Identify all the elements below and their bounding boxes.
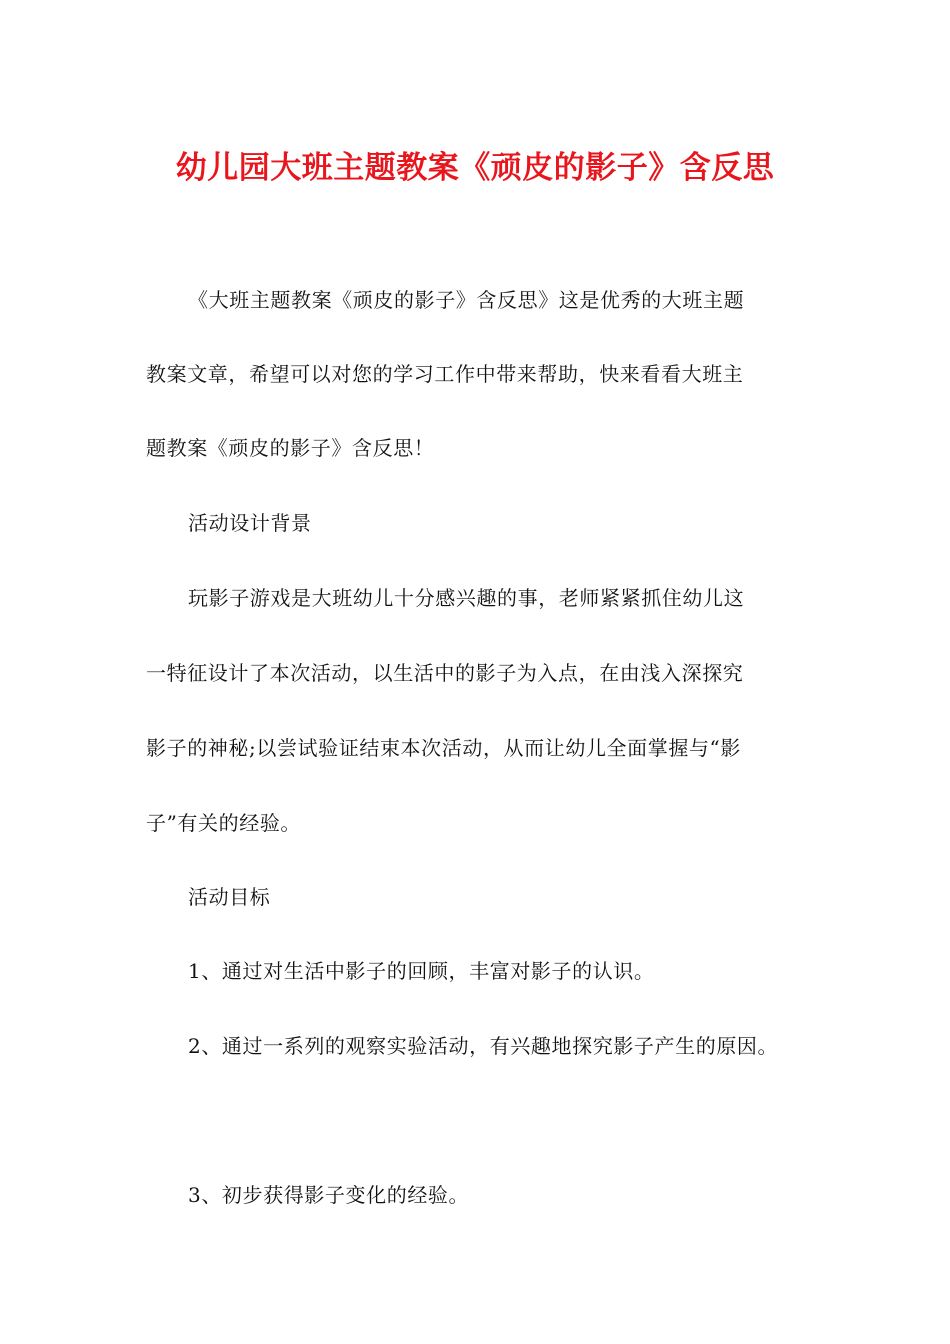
- intro-line-1: 《大班主题教案《顽皮的影子》含反思》这是优秀的大班主题: [188, 288, 745, 312]
- intro-line-2: 教案文章，希望可以对您的学习工作中带来帮助，快来看看大班主: [146, 362, 744, 386]
- goal-item-2: 2、通过一系列的观察实验活动，有兴趣地探究影子产生的原因。: [188, 1034, 779, 1058]
- background-line-4: 子”有关的经验。: [146, 811, 302, 835]
- background-line-3: 影子的神秘;以尝试验证结束本次活动，从而让幼儿全面掌握与“影: [146, 736, 741, 760]
- section-heading-background: 活动设计背景: [188, 511, 312, 535]
- section-heading-goals: 活动目标: [188, 885, 271, 909]
- goal-item-1: 1、通过对生活中影子的回顾，丰富对影子的认识。: [188, 959, 655, 983]
- background-line-1: 玩影子游戏是大班幼儿十分感兴趣的事，老师紧紧抓住幼儿这: [188, 586, 745, 610]
- document-title: 幼儿园大班主题教案《顽皮的影子》含反思: [175, 150, 775, 186]
- intro-line-3: 题教案《顽皮的影子》含反思！: [146, 436, 435, 460]
- background-line-2: 一特征设计了本次活动，以生活中的影子为入点，在由浅入深探究: [146, 661, 744, 685]
- goal-item-3: 3、初步获得影子变化的经验。: [188, 1183, 470, 1207]
